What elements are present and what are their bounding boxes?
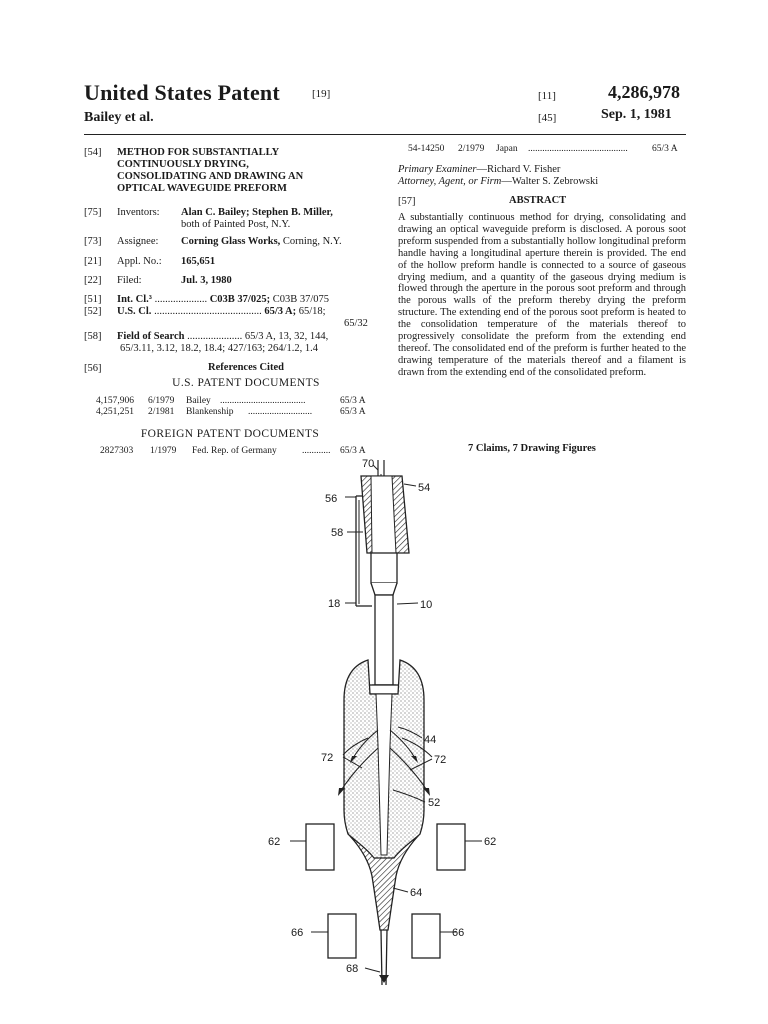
patent-number: 4,286,978: [608, 82, 680, 102]
f22-code: [22]: [84, 275, 102, 286]
dot-leader: ....................: [154, 294, 208, 305]
dot-leader: ...........................: [248, 407, 313, 417]
appl-no-value: 165,651: [181, 256, 216, 267]
field-search-value: 65/3 A, 13, 32, 144,: [244, 331, 329, 342]
f52-code: [52]: [84, 306, 102, 317]
inventors-location: both of Painted Post, N.Y.: [181, 219, 291, 230]
doc-date: 1/1979: [150, 446, 177, 456]
f73-code: [73]: [84, 236, 102, 247]
drawn-filament: [379, 930, 389, 985]
f56-code: [56]: [84, 363, 102, 374]
doc-date: 2/1981: [148, 407, 175, 417]
int-cl-secondary: C03B 37/075: [272, 294, 330, 305]
ref-66-right: 66: [452, 927, 465, 939]
preform-handle: [369, 553, 399, 694]
doc-name: Japan: [496, 144, 518, 154]
ref-64: 64: [410, 887, 423, 899]
invention-title-line: METHOD FOR SUBSTANTIALLY: [117, 147, 280, 158]
references-heading: References Cited: [208, 362, 284, 373]
doc-name: Bailey: [186, 396, 211, 406]
attorney-label: Attorney, Agent, or Firm: [398, 176, 502, 187]
assignee-name: Corning Glass Works,: [181, 236, 281, 247]
dot-leader: .........................................: [154, 306, 262, 317]
ref-70: 70: [362, 458, 375, 470]
doc-class: 65/3 A: [340, 407, 366, 417]
f75-label: Inventors:: [117, 207, 160, 218]
ref-52: 52: [428, 797, 441, 809]
ref-10: 10: [420, 599, 433, 611]
tapered-joint: [361, 476, 409, 553]
attorney-value: —Walter S. Zebrowski: [501, 176, 599, 187]
foreign-docs-heading: FOREIGN PATENT DOCUMENTS: [140, 428, 320, 440]
primary-examiner-value: —Richard V. Fisher: [476, 164, 561, 175]
inventors-value: Alan C. Bailey; Stephen B. Miller,: [181, 207, 333, 218]
invention-title-line: CONSOLIDATING AND DRAWING AN: [117, 171, 304, 182]
dot-leader: ..........................................: [528, 144, 628, 154]
ref-72-left: 72: [321, 752, 334, 764]
us-docs-heading: U.S. PATENT DOCUMENTS: [172, 377, 320, 389]
dot-leader: .....................: [187, 331, 243, 342]
primary-examiner-label: Primary Examiner: [398, 164, 477, 175]
f22-label: Filed:: [117, 275, 142, 286]
f51-code: [51]: [84, 294, 102, 305]
f58-label: Field of Search: [117, 331, 185, 342]
doc-number: 54-14250: [408, 144, 445, 154]
doc-number: 4,157,906: [96, 396, 134, 406]
f52-label: U.S. Cl.: [117, 306, 152, 317]
doc-number: 4,251,251: [96, 407, 134, 417]
ref-62-left: 62: [268, 836, 281, 848]
draw-furnace-right: [412, 914, 440, 958]
draw-furnace-left: [328, 914, 356, 958]
ref-68: 68: [346, 963, 359, 975]
doc-date: 6/1979: [148, 396, 175, 406]
doc-date: 2/1979: [458, 144, 485, 154]
furnace-right: [437, 824, 465, 870]
dot-leader: ............: [302, 446, 331, 456]
us-cl-primary: 65/3 A;: [264, 306, 297, 317]
claims-line: 7 Claims, 7 Drawing Figures: [468, 443, 596, 454]
doc-class: 65/3 A: [340, 396, 366, 406]
ref-72-right: 72: [434, 754, 447, 766]
filed-value: Jul. 3, 1980: [181, 275, 232, 286]
f51-label: Int. Cl.³: [117, 294, 152, 305]
ref-62-right: 62: [484, 836, 497, 848]
int-cl-primary: C03B 37/025;: [209, 294, 271, 305]
authors: Bailey et al.: [84, 110, 154, 125]
ref-44: 44: [424, 734, 437, 746]
ref-54: 54: [418, 482, 431, 494]
f58-code: [58]: [84, 331, 102, 342]
doc-name: Fed. Rep. of Germany: [192, 446, 277, 456]
patent-title: United States Patent: [84, 80, 280, 105]
dot-leader: ....................................: [220, 396, 306, 406]
ref-58: 58: [331, 527, 344, 539]
abstract-heading: ABSTRACT: [509, 195, 567, 206]
date-code: [45]: [538, 112, 557, 124]
ref-66-left: 66: [291, 927, 304, 939]
f73-label: Assignee:: [117, 236, 159, 247]
field-search-cont: 65/3.11, 3.12, 18.2, 18.4; 427/163; 264/1.2, 1.4: [120, 343, 318, 354]
abstract-code: [57]: [398, 196, 416, 207]
ref-18: 18: [328, 598, 341, 610]
ref-56: 56: [325, 493, 338, 505]
title-code: [19]: [312, 88, 331, 100]
us-cl-cont: 65/32: [344, 318, 368, 329]
doc-number: 2827303: [100, 446, 134, 456]
invention-title-line: OPTICAL WAVEGUIDE PREFORM: [117, 183, 287, 194]
us-cl-secondary: 65/18;: [298, 306, 326, 317]
furnace-left: [306, 824, 334, 870]
abstract-text: A substantially continuous method for drying, consolidating and drawing an optical waveguide preform is disclosed. A porous soot preform suspended from a substantially hollow longitudinal preform handle having a longitudinal aperture therein is provided. The end of the hollow preform handle is connected to a source of gaseous drying medium, and a quantity of the gaseous drying medium is flowed through the aperture in the porous soot preform and through the porous walls of the preform thereby drying the preform structure. The extending end of the porous soot preform is heated to the consolidation temperature of the materials thereof to progressively consolidate the preform from the extending end thereof. The consolidated end of the preform is further heated to the drawing temperature of the materials thereof and a filament is drawn from the extending end of the consolidated preform.: [398, 212, 686, 378]
f54-code: [54]: [84, 147, 102, 158]
f75-code: [75]: [84, 207, 102, 218]
patent-date: Sep. 1, 1981: [601, 107, 672, 122]
f21-code: [21]: [84, 256, 102, 267]
assignee-location: Corning, N.Y.: [282, 236, 342, 247]
number-code: [11]: [538, 90, 556, 102]
doc-name: Blankenship: [186, 407, 234, 417]
doc-class: 65/3 A: [652, 144, 678, 154]
invention-title-line: CONTINUOUSLY DRYING,: [117, 159, 249, 170]
doc-class: 65/3 A: [340, 446, 366, 456]
f21-label: Appl. No.:: [117, 256, 162, 267]
